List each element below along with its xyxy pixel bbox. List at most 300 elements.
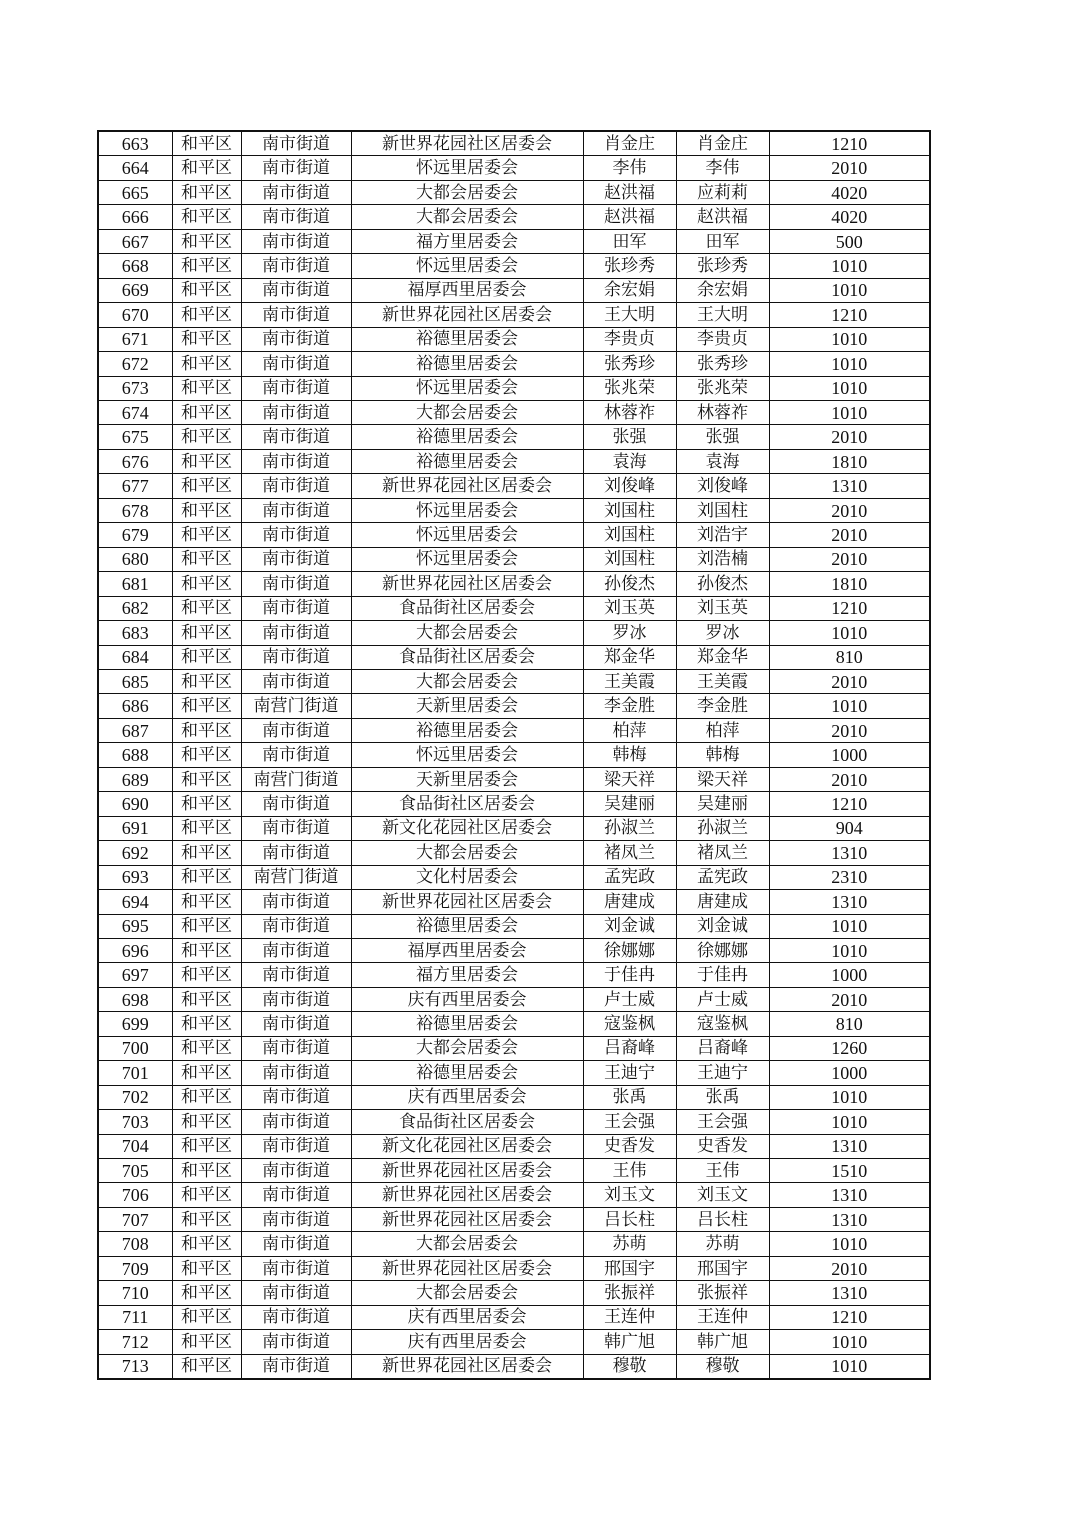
committee-cell: 裕德里居委会 xyxy=(351,718,583,742)
applicant-cell: 王美霞 xyxy=(583,669,676,693)
row-number-cell: 676 xyxy=(98,449,172,473)
district-cell: 和平区 xyxy=(172,1207,241,1231)
member-cell: 张珍秀 xyxy=(676,254,769,278)
table-row xyxy=(98,327,930,351)
row-number-cell: 669 xyxy=(98,278,172,302)
table-row xyxy=(98,156,930,180)
table-row xyxy=(98,278,930,302)
amount-cell: 500 xyxy=(769,229,930,253)
street-cell: 南市街道 xyxy=(241,474,351,498)
member-cell: 于佳冉 xyxy=(676,963,769,987)
applicant-cell: 赵洪福 xyxy=(583,205,676,229)
street-cell: 南市街道 xyxy=(241,1281,351,1305)
applicant-cell: 王迪宁 xyxy=(583,1061,676,1085)
table-row xyxy=(98,1159,930,1183)
applicant-cell: 史香发 xyxy=(583,1134,676,1158)
street-cell: 南市街道 xyxy=(241,621,351,645)
amount-cell: 1010 xyxy=(769,1330,930,1354)
amount-cell: 2010 xyxy=(769,767,930,791)
applicant-cell: 李贵贞 xyxy=(583,327,676,351)
applicant-cell: 李伟 xyxy=(583,156,676,180)
street-cell: 南市街道 xyxy=(241,669,351,693)
table-row xyxy=(98,523,930,547)
district-cell: 和平区 xyxy=(172,449,241,473)
district-cell: 和平区 xyxy=(172,890,241,914)
applicant-cell: 褚凤兰 xyxy=(583,841,676,865)
row-number-cell: 671 xyxy=(98,327,172,351)
district-cell: 和平区 xyxy=(172,1134,241,1158)
amount-cell: 1010 xyxy=(769,621,930,645)
district-cell: 和平区 xyxy=(172,547,241,571)
district-cell: 和平区 xyxy=(172,229,241,253)
member-cell: 张兆荣 xyxy=(676,376,769,400)
amount-cell: 1010 xyxy=(769,1110,930,1134)
applicant-cell: 余宏娟 xyxy=(583,278,676,302)
applicant-cell: 王连仲 xyxy=(583,1305,676,1329)
street-cell: 南市街道 xyxy=(241,547,351,571)
committee-cell: 裕德里居委会 xyxy=(351,1061,583,1085)
committee-cell: 庆有西里居委会 xyxy=(351,987,583,1011)
applicant-cell: 梁天祥 xyxy=(583,767,676,791)
street-cell: 南市街道 xyxy=(241,352,351,376)
table-row xyxy=(98,376,930,400)
street-cell: 南市街道 xyxy=(241,914,351,938)
row-number-cell: 670 xyxy=(98,303,172,327)
district-cell: 和平区 xyxy=(172,180,241,204)
committee-cell: 天新里居委会 xyxy=(351,694,583,718)
amount-cell: 1010 xyxy=(769,400,930,424)
street-cell: 南市街道 xyxy=(241,1256,351,1280)
row-number-cell: 713 xyxy=(98,1354,172,1379)
table-row xyxy=(98,1110,930,1134)
row-number-cell: 689 xyxy=(98,767,172,791)
member-cell: 张强 xyxy=(676,425,769,449)
member-cell: 刘俊峰 xyxy=(676,474,769,498)
street-cell: 南市街道 xyxy=(241,449,351,473)
table-row xyxy=(98,669,930,693)
amount-cell: 4020 xyxy=(769,180,930,204)
street-cell: 南市街道 xyxy=(241,1085,351,1109)
committee-cell: 食品街社区居委会 xyxy=(351,792,583,816)
committee-cell: 怀远里居委会 xyxy=(351,376,583,400)
table-row xyxy=(98,1183,930,1207)
committee-cell: 怀远里居委会 xyxy=(351,547,583,571)
table-row xyxy=(98,1061,930,1085)
amount-cell: 1510 xyxy=(769,1159,930,1183)
applicant-cell: 张秀珍 xyxy=(583,352,676,376)
amount-cell: 1210 xyxy=(769,792,930,816)
applicant-cell: 吴建丽 xyxy=(583,792,676,816)
street-cell: 南市街道 xyxy=(241,498,351,522)
amount-cell: 1260 xyxy=(769,1036,930,1060)
amount-cell: 1010 xyxy=(769,278,930,302)
row-number-cell: 673 xyxy=(98,376,172,400)
applicant-cell: 张振祥 xyxy=(583,1281,676,1305)
row-number-cell: 663 xyxy=(98,131,172,156)
row-number-cell: 675 xyxy=(98,425,172,449)
member-cell: 李金胜 xyxy=(676,694,769,718)
table-row xyxy=(98,718,930,742)
row-number-cell: 667 xyxy=(98,229,172,253)
committee-cell: 天新里居委会 xyxy=(351,767,583,791)
amount-cell: 1010 xyxy=(769,694,930,718)
applicant-cell: 孟宪政 xyxy=(583,865,676,889)
table-row xyxy=(98,743,930,767)
table-row xyxy=(98,621,930,645)
district-cell: 和平区 xyxy=(172,938,241,962)
member-cell: 田军 xyxy=(676,229,769,253)
district-cell: 和平区 xyxy=(172,596,241,620)
row-number-cell: 668 xyxy=(98,254,172,278)
amount-cell: 1010 xyxy=(769,352,930,376)
member-cell: 王大明 xyxy=(676,303,769,327)
row-number-cell: 664 xyxy=(98,156,172,180)
committee-cell: 新世界花园社区居委会 xyxy=(351,572,583,596)
applicant-cell: 韩广旭 xyxy=(583,1330,676,1354)
committee-cell: 裕德里居委会 xyxy=(351,327,583,351)
district-cell: 和平区 xyxy=(172,694,241,718)
street-cell: 南市街道 xyxy=(241,792,351,816)
district-cell: 和平区 xyxy=(172,498,241,522)
amount-cell: 2010 xyxy=(769,718,930,742)
table-row xyxy=(98,792,930,816)
applicant-cell: 赵洪福 xyxy=(583,180,676,204)
committee-cell: 大都会居委会 xyxy=(351,669,583,693)
applicant-cell: 刘金诚 xyxy=(583,914,676,938)
member-cell: 苏萌 xyxy=(676,1232,769,1256)
amount-cell: 1210 xyxy=(769,596,930,620)
row-number-cell: 711 xyxy=(98,1305,172,1329)
member-cell: 李贵贞 xyxy=(676,327,769,351)
table-row xyxy=(98,400,930,424)
street-cell: 南营门街道 xyxy=(241,865,351,889)
table-row xyxy=(98,816,930,840)
applicant-cell: 张兆荣 xyxy=(583,376,676,400)
amount-cell: 1010 xyxy=(769,254,930,278)
committee-cell: 大都会居委会 xyxy=(351,621,583,645)
member-cell: 张秀珍 xyxy=(676,352,769,376)
row-number-cell: 690 xyxy=(98,792,172,816)
member-cell: 卢士威 xyxy=(676,987,769,1011)
member-cell: 刘玉文 xyxy=(676,1183,769,1207)
district-cell: 和平区 xyxy=(172,1330,241,1354)
district-cell: 和平区 xyxy=(172,621,241,645)
member-cell: 张禹 xyxy=(676,1085,769,1109)
street-cell: 南市街道 xyxy=(241,987,351,1011)
row-number-cell: 697 xyxy=(98,963,172,987)
row-number-cell: 709 xyxy=(98,1256,172,1280)
member-cell: 袁海 xyxy=(676,449,769,473)
district-cell: 和平区 xyxy=(172,1110,241,1134)
applicant-cell: 徐娜娜 xyxy=(583,938,676,962)
applicant-cell: 刘国柱 xyxy=(583,523,676,547)
district-cell: 和平区 xyxy=(172,816,241,840)
row-number-cell: 712 xyxy=(98,1330,172,1354)
street-cell: 南市街道 xyxy=(241,278,351,302)
committee-cell: 大都会居委会 xyxy=(351,1281,583,1305)
committee-cell: 裕德里居委会 xyxy=(351,914,583,938)
amount-cell: 1010 xyxy=(769,376,930,400)
street-cell: 南市街道 xyxy=(241,376,351,400)
member-cell: 王连仲 xyxy=(676,1305,769,1329)
street-cell: 南市街道 xyxy=(241,572,351,596)
district-cell: 和平区 xyxy=(172,1232,241,1256)
street-cell: 南市街道 xyxy=(241,254,351,278)
district-cell: 和平区 xyxy=(172,523,241,547)
district-cell: 和平区 xyxy=(172,987,241,1011)
amount-cell: 2310 xyxy=(769,865,930,889)
district-cell: 和平区 xyxy=(172,254,241,278)
row-number-cell: 688 xyxy=(98,743,172,767)
table-row xyxy=(98,229,930,253)
amount-cell: 1810 xyxy=(769,449,930,473)
amount-cell: 1010 xyxy=(769,914,930,938)
amount-cell: 2010 xyxy=(769,523,930,547)
row-number-cell: 702 xyxy=(98,1085,172,1109)
amount-cell: 2010 xyxy=(769,669,930,693)
street-cell: 南市街道 xyxy=(241,425,351,449)
district-cell: 和平区 xyxy=(172,352,241,376)
committee-cell: 怀远里居委会 xyxy=(351,498,583,522)
amount-cell: 1310 xyxy=(769,1183,930,1207)
amount-cell: 1010 xyxy=(769,938,930,962)
table-row xyxy=(98,963,930,987)
street-cell: 南市街道 xyxy=(241,1207,351,1231)
committee-cell: 怀远里居委会 xyxy=(351,743,583,767)
committee-cell: 怀远里居委会 xyxy=(351,254,583,278)
member-cell: 林蓉祚 xyxy=(676,400,769,424)
street-cell: 南市街道 xyxy=(241,1134,351,1158)
committee-cell: 新文化花园社区居委会 xyxy=(351,1134,583,1158)
applicant-cell: 王会强 xyxy=(583,1110,676,1134)
committee-cell: 新世界花园社区居委会 xyxy=(351,131,583,156)
applicant-cell: 孙俊杰 xyxy=(583,572,676,596)
row-number-cell: 705 xyxy=(98,1159,172,1183)
table-row xyxy=(98,841,930,865)
applicant-cell: 卢士威 xyxy=(583,987,676,1011)
member-cell: 王会强 xyxy=(676,1110,769,1134)
row-number-cell: 666 xyxy=(98,205,172,229)
applicant-cell: 于佳冉 xyxy=(583,963,676,987)
applicant-cell: 李金胜 xyxy=(583,694,676,718)
committee-cell: 裕德里居委会 xyxy=(351,352,583,376)
amount-cell: 904 xyxy=(769,816,930,840)
district-cell: 和平区 xyxy=(172,278,241,302)
row-number-cell: 699 xyxy=(98,1012,172,1036)
district-cell: 和平区 xyxy=(172,743,241,767)
row-number-cell: 703 xyxy=(98,1110,172,1134)
amount-cell: 1000 xyxy=(769,963,930,987)
member-cell: 孟宪政 xyxy=(676,865,769,889)
applicant-cell: 郑金华 xyxy=(583,645,676,669)
district-cell: 和平区 xyxy=(172,131,241,156)
member-cell: 邢国宇 xyxy=(676,1256,769,1280)
district-cell: 和平区 xyxy=(172,376,241,400)
amount-cell: 1210 xyxy=(769,303,930,327)
member-cell: 刘国柱 xyxy=(676,498,769,522)
street-cell: 南市街道 xyxy=(241,890,351,914)
applicant-cell: 邢国宇 xyxy=(583,1256,676,1280)
street-cell: 南市街道 xyxy=(241,1159,351,1183)
table-row xyxy=(98,498,930,522)
table-row xyxy=(98,1305,930,1329)
row-number-cell: 708 xyxy=(98,1232,172,1256)
member-cell: 李伟 xyxy=(676,156,769,180)
table-row xyxy=(98,131,930,156)
row-number-cell: 701 xyxy=(98,1061,172,1085)
street-cell: 南市街道 xyxy=(241,205,351,229)
row-number-cell: 678 xyxy=(98,498,172,522)
applicant-cell: 肖金庄 xyxy=(583,131,676,156)
applicant-cell: 孙淑兰 xyxy=(583,816,676,840)
row-number-cell: 680 xyxy=(98,547,172,571)
member-cell: 王美霞 xyxy=(676,669,769,693)
committee-cell: 新世界花园社区居委会 xyxy=(351,1256,583,1280)
member-cell: 王伟 xyxy=(676,1159,769,1183)
table-row xyxy=(98,1134,930,1158)
street-cell: 南市街道 xyxy=(241,327,351,351)
street-cell: 南市街道 xyxy=(241,1036,351,1060)
amount-cell: 2010 xyxy=(769,1256,930,1280)
district-cell: 和平区 xyxy=(172,572,241,596)
district-cell: 和平区 xyxy=(172,669,241,693)
committee-cell: 裕德里居委会 xyxy=(351,1012,583,1036)
row-number-cell: 710 xyxy=(98,1281,172,1305)
district-cell: 和平区 xyxy=(172,1183,241,1207)
amount-cell: 1310 xyxy=(769,841,930,865)
committee-cell: 文化村居委会 xyxy=(351,865,583,889)
amount-cell: 2010 xyxy=(769,156,930,180)
amount-cell: 1210 xyxy=(769,1305,930,1329)
row-number-cell: 684 xyxy=(98,645,172,669)
member-cell: 韩广旭 xyxy=(676,1330,769,1354)
committee-cell: 裕德里居委会 xyxy=(351,449,583,473)
row-number-cell: 706 xyxy=(98,1183,172,1207)
table-row xyxy=(98,254,930,278)
district-cell: 和平区 xyxy=(172,1354,241,1379)
district-cell: 和平区 xyxy=(172,865,241,889)
row-number-cell: 665 xyxy=(98,180,172,204)
applicant-cell: 王大明 xyxy=(583,303,676,327)
applicant-cell: 柏萍 xyxy=(583,718,676,742)
amount-cell: 1010 xyxy=(769,1354,930,1379)
amount-cell: 4020 xyxy=(769,205,930,229)
amount-cell: 2010 xyxy=(769,547,930,571)
amount-cell: 1310 xyxy=(769,1281,930,1305)
applicant-cell: 罗冰 xyxy=(583,621,676,645)
member-cell: 郑金华 xyxy=(676,645,769,669)
district-cell: 和平区 xyxy=(172,1012,241,1036)
member-cell: 刘玉英 xyxy=(676,596,769,620)
row-number-cell: 683 xyxy=(98,621,172,645)
committee-cell: 新世界花园社区居委会 xyxy=(351,1183,583,1207)
district-cell: 和平区 xyxy=(172,792,241,816)
row-number-cell: 672 xyxy=(98,352,172,376)
table-row xyxy=(98,1281,930,1305)
district-cell: 和平区 xyxy=(172,1281,241,1305)
committee-cell: 庆有西里居委会 xyxy=(351,1330,583,1354)
committee-cell: 食品街社区居委会 xyxy=(351,645,583,669)
amount-cell: 810 xyxy=(769,1012,930,1036)
committee-cell: 新世界花园社区居委会 xyxy=(351,1354,583,1379)
table-row xyxy=(98,474,930,498)
committee-cell: 大都会居委会 xyxy=(351,841,583,865)
district-cell: 和平区 xyxy=(172,841,241,865)
member-cell: 柏萍 xyxy=(676,718,769,742)
amount-cell: 1310 xyxy=(769,474,930,498)
committee-cell: 怀远里居委会 xyxy=(351,523,583,547)
member-cell: 吕长柱 xyxy=(676,1207,769,1231)
committee-cell: 新世界花园社区居委会 xyxy=(351,303,583,327)
committee-cell: 怀远里居委会 xyxy=(351,156,583,180)
district-cell: 和平区 xyxy=(172,1061,241,1085)
row-number-cell: 700 xyxy=(98,1036,172,1060)
street-cell: 南市街道 xyxy=(241,523,351,547)
member-cell: 徐娜娜 xyxy=(676,938,769,962)
member-cell: 张振祥 xyxy=(676,1281,769,1305)
member-cell: 孙淑兰 xyxy=(676,816,769,840)
street-cell: 南市街道 xyxy=(241,963,351,987)
applicant-cell: 刘国柱 xyxy=(583,498,676,522)
street-cell: 南市街道 xyxy=(241,718,351,742)
applicant-cell: 苏萌 xyxy=(583,1232,676,1256)
member-cell: 罗冰 xyxy=(676,621,769,645)
committee-cell: 新世界花园社区居委会 xyxy=(351,890,583,914)
applicant-cell: 林蓉祚 xyxy=(583,400,676,424)
district-cell: 和平区 xyxy=(172,327,241,351)
district-cell: 和平区 xyxy=(172,1305,241,1329)
amount-cell: 1000 xyxy=(769,1061,930,1085)
applicant-cell: 寇鉴枫 xyxy=(583,1012,676,1036)
applicant-cell: 刘国柱 xyxy=(583,547,676,571)
amount-cell: 1310 xyxy=(769,1134,930,1158)
applicant-cell: 穆敬 xyxy=(583,1354,676,1379)
street-cell: 南市街道 xyxy=(241,1061,351,1085)
amount-cell: 1010 xyxy=(769,1232,930,1256)
committee-cell: 裕德里居委会 xyxy=(351,425,583,449)
street-cell: 南市街道 xyxy=(241,1183,351,1207)
row-number-cell: 694 xyxy=(98,890,172,914)
member-cell: 韩梅 xyxy=(676,743,769,767)
table-row xyxy=(98,1330,930,1354)
table-row xyxy=(98,694,930,718)
row-number-cell: 681 xyxy=(98,572,172,596)
applicant-cell: 张禹 xyxy=(583,1085,676,1109)
street-cell: 南市街道 xyxy=(241,938,351,962)
table-row xyxy=(98,1085,930,1109)
row-number-cell: 704 xyxy=(98,1134,172,1158)
table-row xyxy=(98,303,930,327)
member-cell: 孙俊杰 xyxy=(676,572,769,596)
committee-cell: 福厚西里居委会 xyxy=(351,938,583,962)
district-cell: 和平区 xyxy=(172,767,241,791)
committee-cell: 大都会居委会 xyxy=(351,1036,583,1060)
district-cell: 和平区 xyxy=(172,645,241,669)
member-cell: 应莉莉 xyxy=(676,180,769,204)
member-cell: 吴建丽 xyxy=(676,792,769,816)
street-cell: 南市街道 xyxy=(241,1354,351,1379)
member-cell: 王迪宁 xyxy=(676,1061,769,1085)
applicant-cell: 刘俊峰 xyxy=(583,474,676,498)
applicant-cell: 张珍秀 xyxy=(583,254,676,278)
amount-cell: 1000 xyxy=(769,743,930,767)
table-row xyxy=(98,1354,930,1379)
street-cell: 南市街道 xyxy=(241,1012,351,1036)
member-cell: 刘浩楠 xyxy=(676,547,769,571)
table-row xyxy=(98,1012,930,1036)
street-cell: 南市街道 xyxy=(241,841,351,865)
committee-cell: 新文化花园社区居委会 xyxy=(351,816,583,840)
